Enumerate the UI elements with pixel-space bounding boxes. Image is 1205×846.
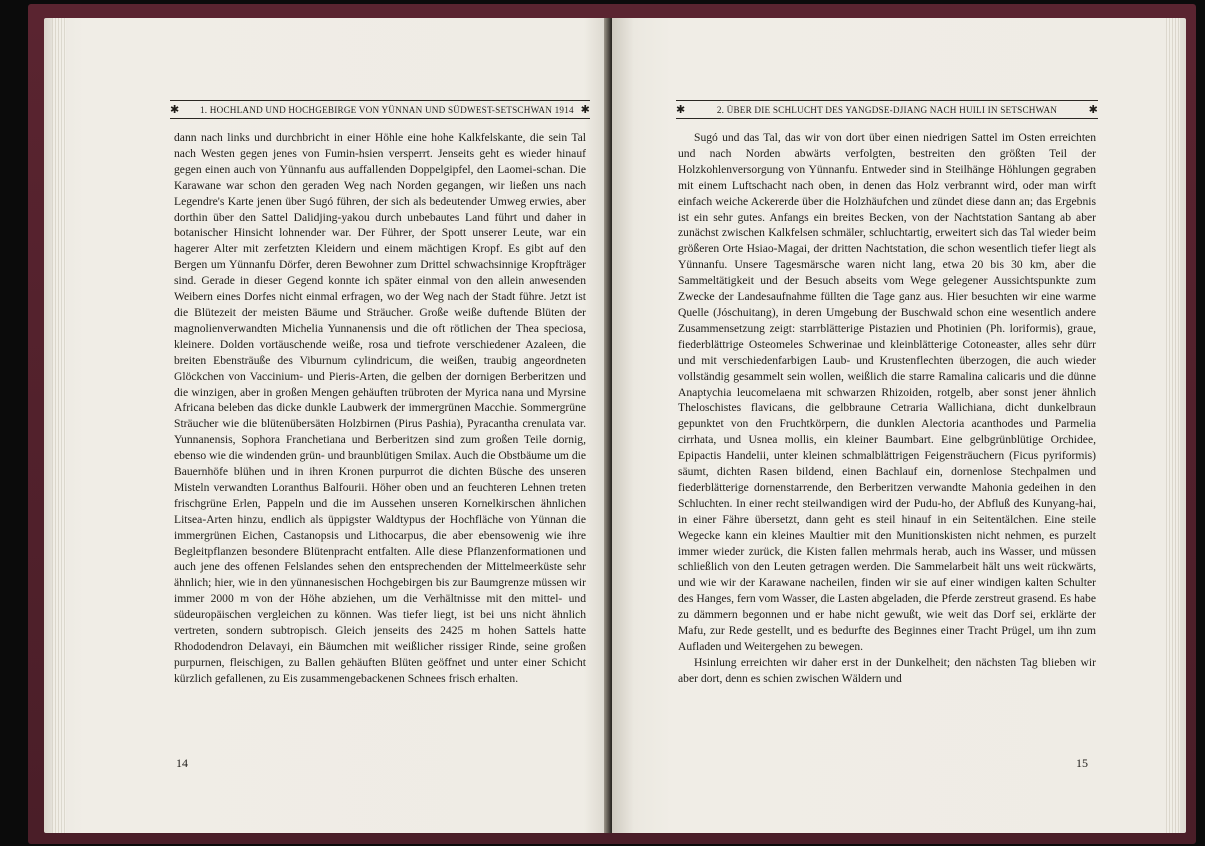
left-page [44, 18, 610, 833]
paragraph: Sugó und das Tal, das wir von dort über einen niedrigen Sattel im Osten erreichten und nach Norden abwärts verfolgten, bestreiten den größten Teil der Holzkohlenversorgung von Yünnanfu. Entweder sind in Steilhänge Höhlungen gegraben mit einem Luftschacht nach oben, in denen das Holz verbrannt wird, oder man wirft einfach weiche Ackererde über die Holzhäufchen und zündet diese dann an; das Ergebnis ist ein sehr gutes. Anfangs ein breites Becken, von der Nachtstation Santang ab aber zunächst zwischen Kalkfelsen schmäler, schluchtartig, erweitert sich das Tal wieder beim größeren Orte Hsiao-Magai, der dritten Nachtstation, die schon wesentlich tiefer liegt als Yünnanfu. Unsere Tagesmärsche waren nicht lang, etwa 20 bis 30 km, aber die Sammeltätigkeit und der Besuch abseits vom Wege gelegener Aussichtspunkte zum Zwecke der Landesaufnahme füllten die Tage ganz aus. Hier besuchten wir eine warme Quelle (Jóschuitang), in deren Umgebung der Buschwald schon eine wesentlich andere Zusammensetzung zeigt: starrblätterige Pistazien und Photinien (Ph. loriformis), graue, fiederblättrige Osteomeles Schwerinae und kleinblätterige Cotoneaster, alles sehr dürr und mit verschiedenfarbigen Laub- und Krustenflechten überzogen, die auch wieder vollständig gesammelt sein wollen, weißlich die starre Ramalina calicaris und die dünne Anaptychia leucomelaena mit schwarzen Rhizoiden, rotgelb, aber sonst jener ähnlich Theloschistes flavicans, die gelbbraune Cetraria Wallichiana, dicht dunkelbraun gepunktet von den Fruchtkörpern, die dunklen Alectoria acanthodes und Parmelia cirrhata, und Usnea mollis, ein kleiner Baumbart. Eine gelbgrünblütige Orchidee, Epipactis Handelii, unter kleinen schmalblättrigen Feigensträuchern (Ficus pyriformis) säumt, dichten Rasen bildend, einen Bachlauf ein, dornenlose Stechpalmen und fiederblätterige dornenstarrende, den Berberitzen verwandte Mahonia gedeihen in den Schluchten. In einer recht steilwandigen wird der Pudu-ho, der Abfluß des Kunyang-hai, in einer Fähre übersetzt, dann geht es steil hinauf in ein Seitentälchen. Eine steile Wegecke kann ein kleines Maultier mit den Munitionskisten nicht nehmen, es purzelt immer wieder zurück, die Kisten fallen mehrmals herab, auch ins Wasser, und müssen schließlich von den Leuten getragen werden. Die Sammelarbeit hält uns weit rückwärts, und wie wir der Karawane nacheilen, finden wir sie auf einer windigen kalten Schulter des Hanges, fern vom Wasser, die Lasten abgeladen, die Pferde zerstreut grasend. Es habe zu dämmern begonnen und er habe nicht gewußt, wie weit das Dorf sei, erklärte der Mafu, zur Rede gestellt, und es bedurfte des Beginnes einer Tracht Prügel, um ihn zum Aufladen und Weitergehen zu bewegen. [678, 131, 1096, 653]
page-number: 15 [1076, 756, 1088, 770]
star-ornament-icon: ✱ [1088, 104, 1098, 116]
header-title: 2. ÜBER DIE SCHLUCHT DES YANGDSE-DJIANG NACH HUILI IN SETSCHWAN [716, 105, 1058, 115]
right-page [612, 18, 1186, 833]
header-rule [170, 100, 590, 101]
running-header [170, 90, 590, 119]
page-edges [1166, 18, 1180, 833]
page-body [678, 130, 1096, 687]
page-edges [52, 18, 66, 833]
running-header [676, 90, 1098, 119]
page-number: 14 [176, 756, 188, 770]
paragraph: dann nach links und durchbricht in einer Höhle eine hohe Kalkfelskante, die sein Tal nach Westen gegen jenes von Fumin-hsien versperrt. Jenseits geht es wieder hinauf gegen einen auch von Yünnanfu aus auffallenden Doppelgipfel, den Laomei-schan. Die Karawane war schon den geraden Weg nach Norden gegangen, wir ließen uns nach Legendre's Karte jenen über Sugó führen, der sich als bedeutender Umweg erwies, aber dorthin über den Sattel Dalidjing-yakou durch unbebautes Land führt und daher in botanischer Hinsicht lohnender war. Der Führer, der Spott unserer Leute, war ein hagerer Alter mit zerfetzten Kleidern und einem mächtigen Kropf. Es gibt auf den Bergen um Yünnanfu Dörfer, deren Bewohner zum Drittel schwachsinnige Kropfträger sind. Gerade in dieser Gegend konnte ich später einmal von den allein anwesenden Weibern eines Dorfes nicht einmal erfragen, wo der Weg nach der Stadt führe. Jetzt ist die Blütezeit der meisten Bäume und Sträucher. Große weiße duftende Blüten der magnolienverwandten Michelia Yunnanensis und die oft rötlichen der Thea speciosa, kleinere. Dolden vortäuschende weiße, rosa und tiefrote verschiedener Azaleen, die breiten Ebensträuße des Viburnum cylindricum, die weißen, traubig angeordneten Glöckchen von Vaccinium- und Pieris-Arten, die gelben der dornigen Berberitzen und die winzigen, aber in großen Mengen gehäuften trübroten der Myrica nana und Myrsine Africana beleben das dicke dunkle Laubwerk der immergrünen Macchie. Sommergrüne Sträucher wie die blütenübersäten Holzbirnen (Pirus Pashia), Pyracantha crenulata var. Yunnanensis, Sophora Franchetiana und Berberitzen sind zum großen Teile dornig, ebenso wie die windenden grün- und braunblütigen Smilax. Auch die Obstbäume um die Bauernhöfe blühen und in ihren Kronen purpurrot die dichten Büsche des unseren Misteln verwandten Loranthus Balfourii. Höher oben und an feuchteren Lehnen treten frischgrüne Erlen, Pappeln und die im Aussehen unseren Kornelkirschen ähnlichen Litsea-Arten hinzu, endlich als üppigster Waldtypus der Hochfläche von Yünnan die immergrünen Eichen, Castanopsis und Lithocarpus, die aber ebensowenig wie ihre Begleitpflanzen besondere Blütenpracht entfalten. Alle diese Pflanzenformationen und auch jene des offenen Felslandes sehen den entsprechenden der Mittelmeerküste sehr ähnlich; hier, wie in den yünnanesischen Hochgebirgen bis zur Baumgrenze müssen wir immer 2000 m von der Höhe abziehen, um die Verhältnisse mit den mittel- und südeuropäischen vergleichen zu können. Was tiefer liegt, ist bei uns nicht ähnlich vertreten, sondern subtropisch. Gleich jenseits des 2425 m hohen Sattels hatte Rhododendron Delavayi, ein Bäumchen mit weißlicher rissiger Rinde, seine großen purpurnen, fleischigen, zu Ballen gehäuften Blüten geöffnet und unter einer Schicht kürzlich gefallenen, zu Eis zusammengebackenen Schnees frisch erhalten. [174, 131, 586, 685]
star-ornament-icon: ✱ [580, 104, 590, 116]
star-ornament-icon: ✱ [170, 104, 180, 116]
paragraph: Hsinlung erreichten wir daher erst in der Dunkelheit; den nächsten Tag blieben wir aber dort, denn es schien zwischen Wäldern und [678, 655, 1096, 685]
page-body [174, 130, 586, 687]
star-ornament-icon: ✱ [676, 104, 686, 116]
header-title: 1. HOCHLAND UND HOCHGEBIRGE VON YÜNNAN UND SÜDWEST-SETSCHWAN 1914 [200, 105, 574, 115]
header-rule [676, 100, 1098, 101]
